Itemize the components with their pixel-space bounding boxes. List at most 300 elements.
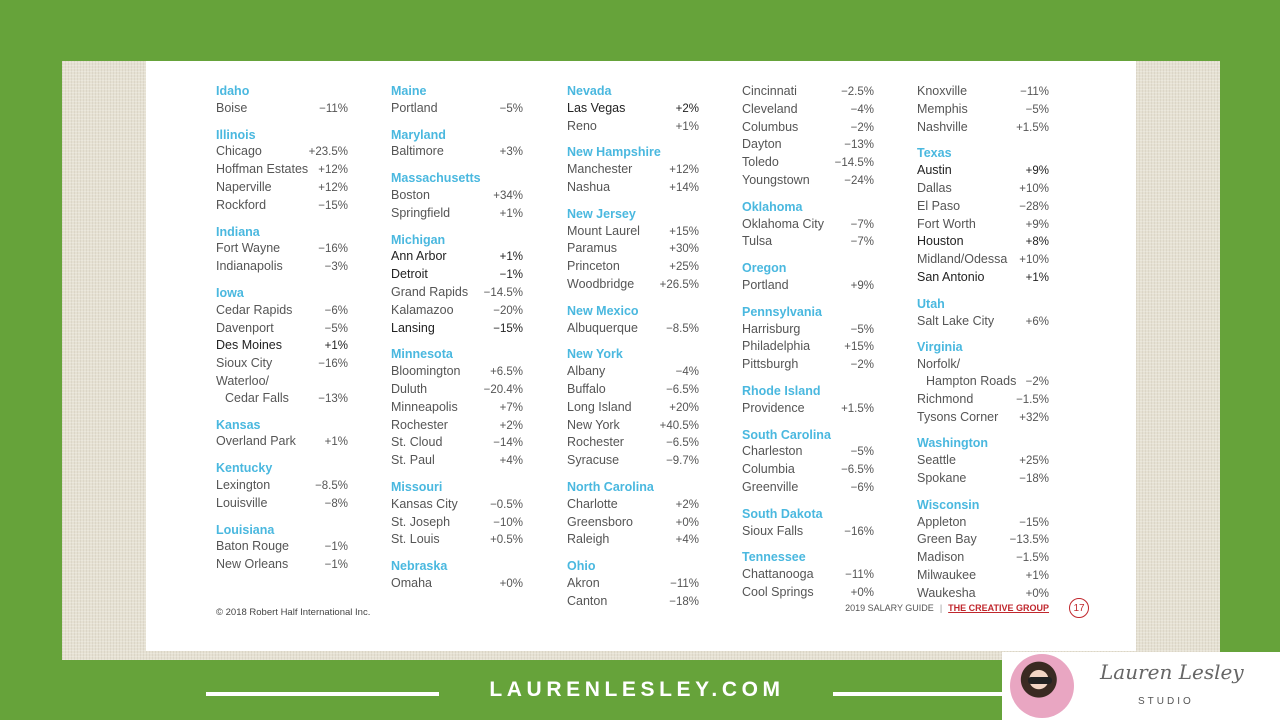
group-spacer <box>917 488 1049 497</box>
city-row <box>216 197 348 215</box>
salary-change: +15% <box>669 225 699 238</box>
city-name: Cedar Falls <box>225 390 289 405</box>
city-name: Nashua <box>567 179 611 194</box>
state-heading: Kentucky <box>216 461 273 476</box>
column-1 <box>216 83 348 574</box>
city-row <box>917 373 1049 391</box>
state-heading: Nebraska <box>391 559 448 574</box>
city-row <box>391 575 523 593</box>
salary-guide-page <box>146 61 1136 651</box>
city-name: St. Cloud <box>391 435 443 450</box>
city-row <box>391 248 523 266</box>
city-name: Indianapolis <box>216 259 283 274</box>
studio-label: STUDIO <box>1138 696 1194 707</box>
salary-change: +25% <box>669 261 699 274</box>
salary-change: −14.5% <box>483 286 523 299</box>
salary-change: +1.5% <box>1016 121 1049 134</box>
city-row <box>391 381 523 399</box>
city-name: Oklahoma City <box>742 216 824 231</box>
city-name: Paramus <box>567 241 618 256</box>
city-name: Toledo <box>742 155 779 170</box>
city-name: Naperville <box>216 179 272 194</box>
city-row <box>391 302 523 320</box>
city-row <box>917 470 1049 488</box>
city-name: Baton Rouge <box>216 539 289 554</box>
salary-change: −4% <box>675 366 699 379</box>
city-name: Waterloo/ <box>216 373 270 388</box>
state-heading: Oregon <box>742 261 787 276</box>
city-row <box>567 161 699 179</box>
salary-change: −10% <box>493 516 523 529</box>
salary-change: −1.5% <box>1016 393 1049 406</box>
salary-change: +9% <box>1025 218 1049 231</box>
city-row <box>567 514 699 532</box>
salary-change: +10% <box>1019 254 1049 267</box>
city-row <box>391 284 523 302</box>
group-spacer <box>391 223 523 232</box>
group-spacer <box>216 408 348 417</box>
city-row <box>917 180 1049 198</box>
city-name: Nashville <box>917 119 968 134</box>
salary-change: +4% <box>499 455 523 468</box>
city-name: Davenport <box>216 320 274 335</box>
salary-change: −15% <box>493 322 523 335</box>
city-row <box>917 83 1049 101</box>
website-title[interactable]: LAURENLESLEY.COM <box>489 678 785 701</box>
salary-change: −5% <box>850 323 874 336</box>
city-name: Minneapolis <box>391 399 458 414</box>
city-name: Baltimore <box>391 144 444 159</box>
city-row <box>917 567 1049 585</box>
city-name: Albuquerque <box>567 320 638 335</box>
salary-change: −4% <box>850 103 874 116</box>
city-name: Youngstown <box>742 172 810 187</box>
salary-change: +4% <box>675 534 699 547</box>
salary-change: −24% <box>844 174 874 187</box>
salary-change: −3% <box>324 261 348 274</box>
page-footer <box>845 598 1089 618</box>
city-row <box>742 321 874 339</box>
city-name: Buffalo <box>567 381 606 396</box>
city-row <box>216 373 348 390</box>
salary-change: −18% <box>1019 472 1049 485</box>
salary-change: −2% <box>850 121 874 134</box>
city-name: Dallas <box>917 180 952 195</box>
salary-change: −11% <box>670 577 699 590</box>
city-row <box>567 496 699 514</box>
city-row <box>567 363 699 381</box>
city-row <box>391 434 523 452</box>
city-name: Hampton Roads <box>926 373 1017 388</box>
salary-change: −1% <box>324 541 348 554</box>
city-row <box>917 409 1049 427</box>
city-row <box>742 136 874 154</box>
city-name: Austin <box>917 163 952 178</box>
city-name: Richmond <box>917 391 974 406</box>
state-heading: Tennessee <box>742 550 806 565</box>
state-heading: Wisconsin <box>917 497 980 512</box>
city-name: Des Moines <box>216 338 282 353</box>
city-name: Columbus <box>742 119 799 134</box>
city-row <box>742 83 874 101</box>
city-name: Tulsa <box>742 234 773 249</box>
city-row <box>567 417 699 435</box>
city-name: Overland Park <box>216 434 296 449</box>
city-name: Cincinnati <box>742 84 797 98</box>
salary-change: −20% <box>493 304 523 317</box>
group-spacer <box>567 197 699 206</box>
group-spacer <box>917 287 1049 296</box>
city-name: Greensboro <box>567 514 634 529</box>
city-row <box>917 119 1049 137</box>
city-name: Greenville <box>742 479 799 494</box>
state-heading: South Carolina <box>742 427 831 442</box>
city-row <box>567 100 699 118</box>
state-heading: Minnesota <box>391 347 453 362</box>
city-name: Ann Arbor <box>391 249 447 264</box>
salary-change: +12% <box>669 164 699 177</box>
state-heading: Idaho <box>216 84 250 98</box>
city-row <box>742 338 874 356</box>
city-name: Midland/Odessa <box>917 252 1008 267</box>
city-row <box>917 356 1049 373</box>
group-spacer <box>567 470 699 479</box>
salary-change: +1.5% <box>841 402 874 415</box>
city-name: Houston <box>917 234 964 249</box>
city-name: Waukesha <box>917 585 976 600</box>
group-spacer <box>567 294 699 303</box>
column-2 <box>391 83 523 593</box>
group-spacer <box>216 451 348 460</box>
salary-change: +12% <box>318 181 348 194</box>
city-name: Omaha <box>391 575 432 590</box>
group-spacer <box>742 374 874 383</box>
city-name: Boston <box>391 187 430 202</box>
city-row <box>567 118 699 136</box>
salary-change: +6% <box>1025 315 1049 328</box>
salary-change: +40.5% <box>659 419 699 432</box>
salary-change: −13.5% <box>1009 534 1049 547</box>
city-name: El Paso <box>917 198 961 213</box>
state-heading: South Dakota <box>742 506 823 521</box>
city-row <box>216 538 348 556</box>
city-name: Kalamazoo <box>391 302 454 317</box>
city-row <box>216 337 348 355</box>
city-name: Duluth <box>391 381 428 396</box>
salary-change: −2% <box>1025 375 1049 388</box>
city-row <box>742 172 874 190</box>
city-row <box>391 514 523 532</box>
city-name: Knoxville <box>917 84 968 98</box>
city-row <box>742 356 874 374</box>
city-row <box>742 479 874 497</box>
city-row <box>567 434 699 452</box>
salary-change: +6.5% <box>490 366 523 379</box>
city-row <box>742 154 874 172</box>
salary-change: +1% <box>675 120 699 133</box>
city-name: San Antonio <box>917 269 985 284</box>
group-spacer <box>216 276 348 285</box>
city-row <box>917 101 1049 119</box>
city-name: St. Louis <box>391 532 440 547</box>
city-name: Portland <box>391 100 438 115</box>
copyright-text: © 2018 Robert Half International Inc. <box>216 607 371 618</box>
state-heading: New Hampshire <box>567 145 661 160</box>
city-name: Charleston <box>742 444 803 459</box>
state-heading: Massachusetts <box>391 171 481 186</box>
city-row <box>917 251 1049 269</box>
city-row <box>391 187 523 205</box>
city-name: Rockford <box>216 197 267 212</box>
city-row <box>742 461 874 479</box>
city-name: St. Paul <box>391 453 435 468</box>
city-name: Mount Laurel <box>567 223 640 238</box>
salary-change: +0.5% <box>490 534 523 547</box>
city-row <box>567 531 699 549</box>
group-spacer <box>567 135 699 144</box>
salary-change: +1% <box>324 340 348 353</box>
column-5 <box>917 83 1049 603</box>
creative-group-link[interactable]: THE CREATIVE GROUP <box>948 603 1049 613</box>
city-name: Syracuse <box>567 453 620 468</box>
salary-change: +25% <box>1019 455 1049 468</box>
salary-change: +20% <box>669 401 699 414</box>
salary-change: −0.5% <box>490 498 523 511</box>
city-row <box>567 240 699 258</box>
salary-change: −7% <box>850 236 874 249</box>
salary-change: +15% <box>844 341 874 354</box>
city-row <box>567 179 699 197</box>
state-heading: Maine <box>391 84 427 98</box>
salary-change: +7% <box>499 401 523 414</box>
city-row <box>391 205 523 223</box>
salary-change: +14% <box>669 181 699 194</box>
city-name: Memphis <box>917 101 968 116</box>
state-heading: Virginia <box>917 340 963 355</box>
group-spacer <box>917 330 1049 339</box>
group-spacer <box>391 161 523 170</box>
city-row <box>391 452 523 470</box>
salary-change: −5% <box>499 102 523 115</box>
state-heading: Illinois <box>216 127 256 142</box>
city-name: Woodbridge <box>567 276 635 291</box>
group-spacer <box>216 215 348 224</box>
banner-line-left <box>206 692 439 696</box>
salary-change: +0% <box>675 516 699 529</box>
salary-change: −15% <box>318 199 348 212</box>
group-spacer <box>216 118 348 127</box>
salary-change: +12% <box>318 164 348 177</box>
state-heading: Oklahoma <box>742 199 803 214</box>
city-row <box>742 400 874 418</box>
city-name: Chattanooga <box>742 567 814 582</box>
salary-change: +8% <box>1025 236 1049 249</box>
city-row <box>567 452 699 470</box>
group-spacer <box>742 295 874 304</box>
city-name: Charlotte <box>567 496 618 511</box>
salary-change: +0% <box>499 577 523 590</box>
city-name: Grand Rapids <box>391 284 469 299</box>
salary-change: +1% <box>499 207 523 220</box>
avatar <box>1010 654 1074 718</box>
salary-change: −6.5% <box>841 464 874 477</box>
city-name: Columbia <box>742 462 795 477</box>
state-heading: Maryland <box>391 127 446 142</box>
salary-change: −1% <box>324 559 348 572</box>
city-row <box>742 233 874 251</box>
city-row <box>567 276 699 294</box>
city-name: Seattle <box>917 453 956 468</box>
state-heading: Texas <box>917 146 952 161</box>
city-name: Sioux Falls <box>742 523 804 538</box>
banner-line-right <box>833 692 1008 696</box>
group-spacer <box>567 337 699 346</box>
salary-change: +32% <box>1019 411 1049 424</box>
city-row <box>216 161 348 179</box>
city-row <box>567 381 699 399</box>
city-name: Manchester <box>567 162 633 177</box>
city-row <box>917 313 1049 331</box>
city-row <box>391 100 523 118</box>
city-name: Spokane <box>917 470 967 485</box>
salary-change: −6% <box>324 304 348 317</box>
state-heading: Rhode Island <box>742 383 821 398</box>
city-row <box>917 198 1049 216</box>
salary-change: −16% <box>318 243 348 256</box>
city-row <box>742 443 874 461</box>
group-spacer <box>216 513 348 522</box>
city-name: Milwaukee <box>917 567 977 582</box>
salary-change: −11% <box>845 569 874 582</box>
salary-change: −18% <box>669 595 699 608</box>
salary-change: +2% <box>499 419 523 432</box>
city-name: Lexington <box>216 477 271 492</box>
salary-change: +1% <box>1025 569 1049 582</box>
group-spacer <box>742 251 874 260</box>
city-row <box>917 269 1049 287</box>
salary-change: −8% <box>324 497 348 510</box>
city-row <box>391 417 523 435</box>
city-name: Cleveland <box>742 101 798 116</box>
state-heading: Ohio <box>567 559 596 574</box>
salary-change: −6.5% <box>666 437 699 450</box>
group-spacer <box>742 190 874 199</box>
group-spacer <box>567 549 699 558</box>
city-row <box>567 575 699 593</box>
salary-change: −16% <box>844 525 874 538</box>
salary-change: −1.5% <box>1016 552 1049 565</box>
salary-change: +23.5% <box>308 146 348 159</box>
city-name: Lansing <box>391 320 435 335</box>
city-row <box>216 355 348 373</box>
city-row <box>917 514 1049 532</box>
city-name: Hoffman Estates <box>216 162 309 177</box>
state-heading: Louisiana <box>216 522 275 537</box>
city-name: Norfolk/ <box>917 357 961 372</box>
salary-change: −14% <box>493 437 523 450</box>
city-row <box>391 143 523 161</box>
city-row <box>917 452 1049 470</box>
city-name: Detroit <box>391 267 428 282</box>
salary-change: −5% <box>850 446 874 459</box>
city-name: Philadelphia <box>742 339 811 354</box>
city-row <box>216 240 348 258</box>
salary-change: −9.7% <box>666 455 699 468</box>
salary-change: −16% <box>318 358 348 371</box>
salary-change: −6.5% <box>666 383 699 396</box>
group-spacer <box>391 549 523 558</box>
sunglasses-icon <box>1028 677 1052 684</box>
city-row <box>216 433 348 451</box>
city-row <box>742 101 874 119</box>
city-row <box>391 496 523 514</box>
city-name: St. Joseph <box>391 514 451 529</box>
salary-change: −11% <box>319 102 348 115</box>
salary-change: −13% <box>844 139 874 152</box>
city-row <box>742 566 874 584</box>
state-heading: Washington <box>917 436 989 451</box>
salary-change: −5% <box>324 322 348 335</box>
city-name: Providence <box>742 400 805 415</box>
city-row <box>917 549 1049 567</box>
city-name: Rochester <box>391 417 448 432</box>
city-row <box>742 119 874 137</box>
city-row <box>567 223 699 241</box>
salary-change: −13% <box>318 392 348 405</box>
salary-change: −20.4% <box>483 383 523 396</box>
salary-change: −28% <box>1019 200 1049 213</box>
city-name: Rochester <box>567 435 624 450</box>
city-name: Fort Wayne <box>216 241 281 256</box>
city-name: Cedar Rapids <box>216 302 293 317</box>
salary-change: +2% <box>675 102 699 115</box>
state-heading: North Carolina <box>567 479 654 494</box>
group-spacer <box>742 418 874 427</box>
group-spacer <box>391 118 523 127</box>
salary-change: −14.5% <box>834 157 874 170</box>
city-row <box>391 266 523 284</box>
city-name: Madison <box>917 550 965 565</box>
city-name: Reno <box>567 118 597 133</box>
page-number-badge: 17 <box>1069 598 1089 618</box>
group-spacer <box>917 136 1049 145</box>
city-row <box>917 391 1049 409</box>
city-name: Tysons Corner <box>917 409 999 424</box>
salary-change: −15% <box>1019 516 1049 529</box>
city-name: New Orleans <box>216 557 289 572</box>
salary-change: +3% <box>499 146 523 159</box>
state-heading: Utah <box>917 296 945 311</box>
city-row <box>216 100 348 118</box>
city-row <box>917 233 1049 251</box>
salary-change: −8.5% <box>315 479 348 492</box>
city-row <box>742 277 874 295</box>
state-heading: New York <box>567 347 623 362</box>
city-name: Harrisburg <box>742 321 801 336</box>
salary-change: −8.5% <box>666 322 699 335</box>
guide-title: 2019 SALARY GUIDE <box>845 603 934 613</box>
city-row <box>216 320 348 338</box>
salary-change: −6% <box>850 481 874 494</box>
salary-change: +9% <box>850 279 874 292</box>
salary-change: −11% <box>1020 86 1049 98</box>
state-heading: Michigan <box>391 232 446 247</box>
city-row <box>917 216 1049 234</box>
city-row <box>216 258 348 276</box>
footer-separator: | <box>939 603 943 613</box>
city-name: Pittsburgh <box>742 357 799 372</box>
city-name: Sioux City <box>216 356 273 371</box>
